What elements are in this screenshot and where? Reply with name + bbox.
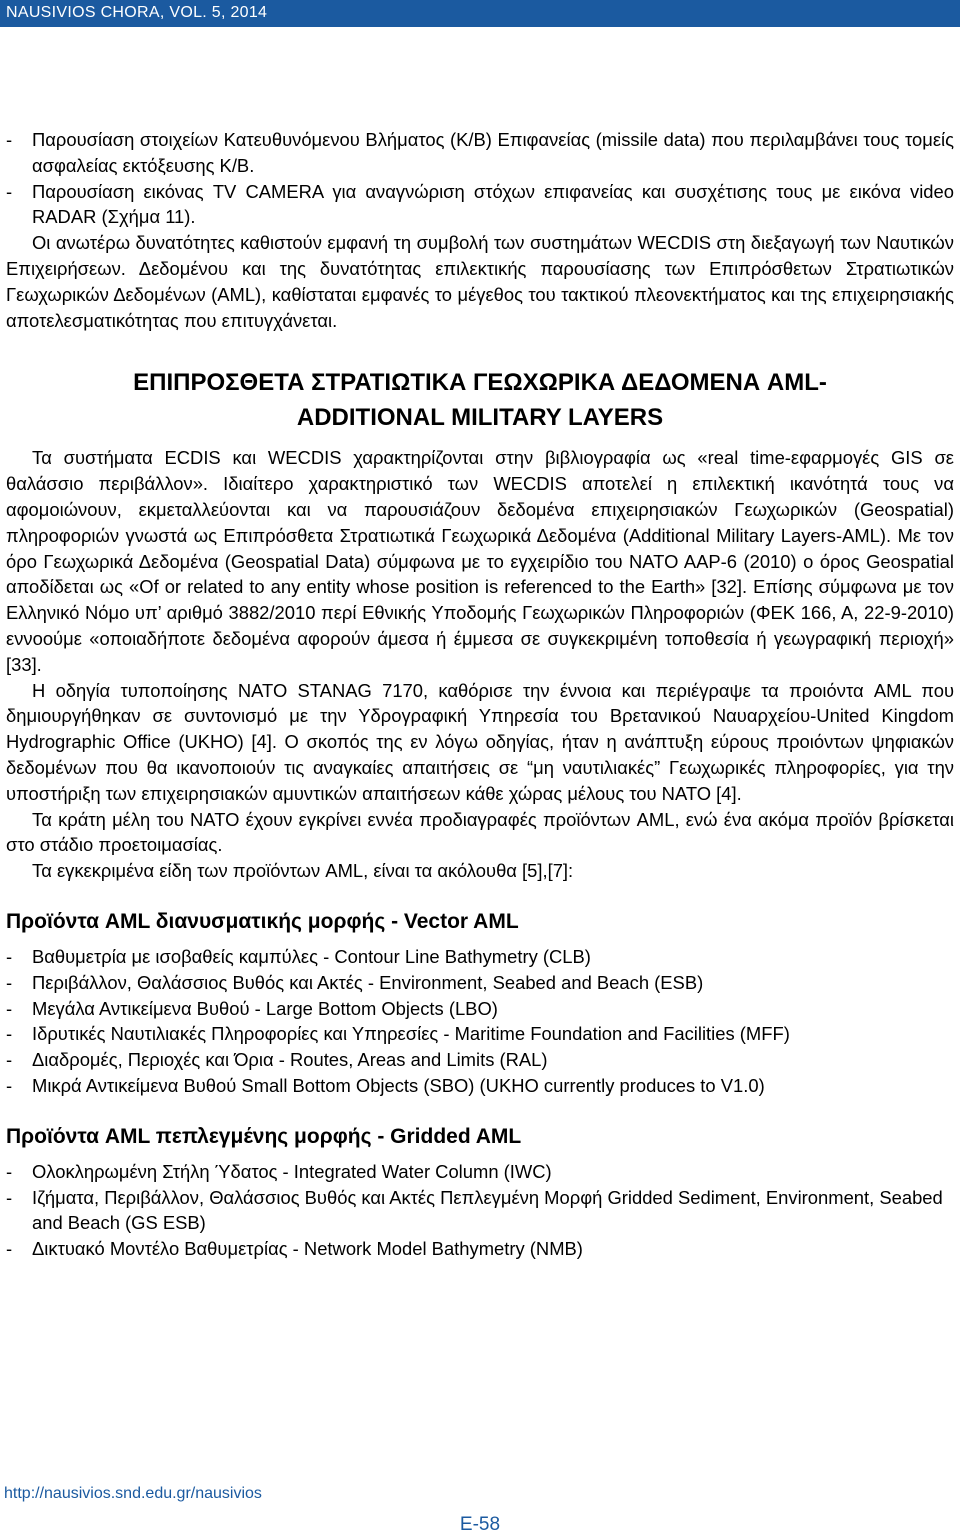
list-dash: -: [6, 971, 13, 993]
footer-url-link[interactable]: http://nausivios.snd.edu.gr/nausivios: [4, 1485, 262, 1502]
section-heading: [6, 365, 954, 435]
list-item: [6, 179, 954, 231]
list-item-text: Διαδρομές, Περιοχές και Όρια - Routes, Areas and Limits (RAL): [32, 1049, 548, 1071]
list-dash: -: [6, 1023, 13, 1045]
list-item-text: Ιδρυτικές Ναυτιλιακές Πληροφορίες και Υπηρεσίες - Maritime Foundation and Facilities (MFF): [32, 1023, 790, 1045]
list-item-text: Παρουσίαση στοιχείων Κατευθυνόμενου Βλήματος (Κ/Β) Επιφανείας (missile data) που περιλαμβάνει τους τομείς ασφαλείας εκτόξευσης Κ/Β.: [32, 129, 954, 176]
section-paragraph-4: Τα εγκεκριμένα είδη των προϊόντων AML, είναι τα ακόλουθα [5],[7]:: [32, 860, 574, 882]
list-item-text: Ιζήματα, Περιβάλλον, Θαλάσσιος Βυθός και Ακτές Πεπλεγμένη Μορφή Gridded Sediment, Environment, Seabed and Beach (GS ESB): [32, 1186, 943, 1234]
list-item: [6, 1047, 954, 1073]
list-item: [6, 1236, 954, 1262]
list-item: [6, 970, 954, 996]
list-dash: -: [6, 1186, 13, 1208]
list-item: [6, 996, 954, 1022]
list-item: [6, 1159, 954, 1185]
list-item-text: Μεγάλα Αντικείμενα Βυθού - Large Bottom Objects (LBO): [32, 997, 498, 1019]
section-heading-line-2: ADDITIONAL MILITARY LAYERS: [296, 404, 664, 432]
list-item: [6, 1185, 954, 1237]
list-dash: -: [6, 997, 13, 1019]
page-number: E-58: [459, 1514, 501, 1535]
list-item-text: Ολοκληρωμένη Στήλη Ύδατος - Integrated Water Column (IWC): [32, 1160, 552, 1182]
journal-header-bar: [0, 0, 960, 27]
list-dash: -: [6, 129, 13, 150]
journal-title: NAUSIVIOS CHORA, VOL. 5, 2014: [6, 4, 268, 21]
vector-aml-heading: Προϊόντα AML διανυσματικής μορφής - Vector AML: [6, 909, 519, 933]
gridded-aml-list: [6, 1159, 954, 1262]
list-dash: -: [6, 1074, 13, 1096]
section-paragraph-1: Τα συστήματα ECDIS και WECDIS χαρακτηρίζονται στην βιβλιογραφία ως «real time-εφαρμογές GIS σε θαλάσσιο περιβάλλον». Ιδιαίτερο χαρακτηριστικό των WECDIS αποτελεί η επιλεκτική ικανότητά τους να αφομοιώνουν, εκμεταλλεύονται και να παρουσιάζουν δεδομένα επιχειρησιακών Γεωχωρικών (Geospatial) πληροφοριών γνωστά ως Επιπρόσθετα Στρατιωτικά Γεωχωρικά Δεδομένα (Additional Military Layers-AML). Με τον όρο Γεωχωρικά Δεδομένα (Geospatial Data) σύμφωνα με το εγχειρίδιο του NATO AAP-6 (2010) ο όρος Geospatial αποδίδεται ως «Of or related to any entity whose position is referenced to the Earth» [32]. Επίσης σύμφωνα με τον Ελληνικό Νόμο υπ’ αριθμό 3882/2010 περί Εθνικής Υποδομής Γεωχωρικών Πληροφοριών (ΦΕΚ 166, Α, 22-9-2010) εννοούμε «οποιαδήποτε δεδομένα αφορούν άμεσα ή έμμεσα σε συγκεκριμένη τοποθεσία ή γεωγραφική περιοχή» [33].: [6, 447, 954, 675]
list-dash: -: [6, 1049, 13, 1071]
list-item: [6, 1021, 954, 1047]
list-dash: -: [6, 180, 13, 202]
list-item-text: Δικτυακό Μοντέλο Βαθυμετρίας - Network Model Bathymetry (NMB): [32, 1238, 583, 1260]
intro-paragraph: Οι ανωτέρω δυνατότητες καθιστούν εμφανή τη συμβολή των συστημάτων WECDIS στη διεξαγωγή των Ναυτικών Επιχειρήσεων. Δεδομένου και της δυνατότητας επιλεκτικής παρουσίασης των Επιπρόσθετων Στρατιωτικών Γεωχωρικών Δεδομένων (AML), καθίσταται εμφανές το μέγεθος του τακτικού πλεονεκτήματος και της επιχειρησιακής αποτελεσματικότητας που επιτυγχάνεται.: [6, 232, 954, 331]
list-dash: -: [6, 1160, 13, 1182]
list-item-text: Βαθυμετρία με ισοβαθείς καμπύλες - Contour Line Bathymetry (CLB): [32, 945, 591, 967]
list-item-text: Παρουσίαση εικόνας TV CAMERA για αναγνώριση στόχων επιφανείας και συσχέτισης τους με εικόνα video RADAR (Σχήμα 11).: [32, 180, 954, 228]
list-item: [6, 944, 954, 970]
list-item: [6, 127, 954, 179]
section-heading-line-1: ΕΠΙΠΡΟΣΘΕΤΑ ΣΤΡΑΤΙΩΤΙΚΑ ΓΕΩΧΩΡΙΚΑ ΔΕΔΟΜΕΝΑ AML-: [133, 369, 827, 397]
list-dash: -: [6, 945, 13, 967]
intro-list: [6, 127, 954, 230]
list-item-text: Περιβάλλον, Θαλάσσιος Βυθός και Ακτές - Environment, Seabed and Beach (ESB): [32, 971, 704, 993]
gridded-aml-heading: Προϊόντα AML πεπλεγμένης μορφής - Gridded AML: [6, 1124, 522, 1148]
list-item-text: Μικρά Αντικείμενα Βυθού Small Bottom Objects (SBO) (UKHO currently produces to V1.0): [32, 1074, 765, 1096]
list-dash: -: [6, 1238, 13, 1260]
list-item: [6, 1073, 954, 1099]
section-paragraph-3: Τα κράτη μέλη του NATO έχουν εγκρίνει εννέα προδιαγραφές προϊόντων AML, ενώ ένα ακόμα προϊόν βρίσκεται στο στάδιο προετοιμασίας.: [6, 808, 954, 856]
section-paragraph-2: Η οδηγία τυποποίησης NATO STANAG 7170, καθόρισε την έννοια και περιέγραψε τα προιόντα AML που δημιουργήθηκαν σε συντονισμό με την Υδρογραφική Υπηρεσία του Βρετανικού Ναυαρχείου-United Kingdom Hydrographic Office (UKHO) [4]. Ο σκοπός της εν λόγω οδηγίας, ήταν η ανάπτυξη εύρους προιόντων ψηφιακών δεδομένων που θα ικανοποιούν τις αναγκαίες απαιτήσεις σε “μη ναυτιλιακές” Γεωχωρικές πληροφορίες, για την υποστήριξη των επιχειρησιακών αμυντικών απαιτήσεων κάθε χώρας μέλους του NATO [4].: [6, 679, 954, 804]
page-content: [6, 127, 954, 1262]
vector-aml-list: [6, 944, 954, 1099]
